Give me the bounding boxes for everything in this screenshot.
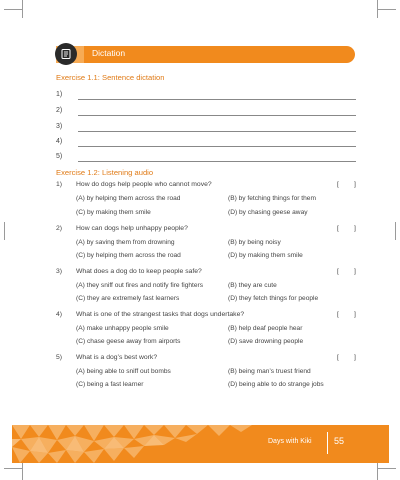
- option-d: (D) by making them smile: [228, 252, 303, 259]
- exercise-1-2-title: Exercise 1.2: Listening audio: [56, 168, 154, 177]
- writing-line: [78, 99, 356, 100]
- question-number: 3): [56, 268, 63, 275]
- answer-bracket[interactable]: [ ]: [337, 225, 356, 232]
- question-number: 2): [56, 225, 63, 232]
- question-number: 5): [56, 354, 63, 361]
- crop-mark: [4, 9, 22, 10]
- answer-bracket[interactable]: [ ]: [337, 354, 356, 361]
- crop-mark: [22, 0, 23, 18]
- page-number: 55: [334, 436, 345, 446]
- crop-mark: [4, 222, 5, 240]
- line-number: 3): [56, 123, 63, 130]
- footer-divider: [327, 432, 328, 454]
- book-title: Days with Kiki: [268, 438, 312, 445]
- crop-mark: [395, 222, 396, 240]
- dictation-line[interactable]: [56, 123, 356, 135]
- option-a: (A) being able to sniff out bombs: [76, 368, 171, 375]
- crop-mark: [377, 0, 378, 18]
- dictation-line[interactable]: [56, 138, 356, 150]
- book-icon: [55, 43, 77, 65]
- question-text: What is one of the strangest tasks that dogs undertake?: [76, 311, 245, 318]
- option-b: (B) they are cute: [228, 282, 277, 289]
- option-d: (D) by chasing geese away: [228, 209, 308, 216]
- crop-mark: [377, 462, 378, 480]
- writing-line: [78, 146, 356, 147]
- option-c: (C) they are extremely fast learners: [76, 295, 180, 302]
- option-b: (B) being man’s truest friend: [228, 368, 311, 375]
- question-number: 4): [56, 311, 63, 318]
- option-b: (B) help deaf people hear: [228, 325, 303, 332]
- option-b: (B) by being noisy: [228, 239, 281, 246]
- option-a: (A) make unhappy people smile: [76, 325, 169, 332]
- dictation-line[interactable]: [56, 107, 356, 119]
- question-text: How can dogs help unhappy people?: [76, 225, 188, 232]
- question-number: 1): [56, 181, 63, 188]
- option-a: (A) by helping them across the road: [76, 195, 181, 202]
- dictation-line[interactable]: [56, 153, 356, 165]
- answer-bracket[interactable]: [ ]: [337, 268, 356, 275]
- line-number: 1): [56, 91, 63, 98]
- question-text: How do dogs help people who cannot move?: [76, 181, 212, 188]
- writing-line: [78, 115, 356, 116]
- option-d: (D) they fetch things for people: [228, 295, 319, 302]
- option-a: (A) by saving them from drowning: [76, 239, 175, 246]
- option-a: (A) they sniff out fires and notify fire fighters: [76, 282, 204, 289]
- option-c: (C) chase geese away from airports: [76, 338, 181, 345]
- section-title: Dictation: [92, 48, 126, 58]
- line-number: 5): [56, 153, 63, 160]
- crop-mark: [22, 462, 23, 480]
- line-number: 2): [56, 107, 63, 114]
- line-number: 4): [56, 138, 63, 145]
- option-c: (C) being a fast learner: [76, 381, 144, 388]
- footer-pattern: [12, 425, 272, 463]
- writing-line: [78, 161, 356, 162]
- crop-mark: [378, 9, 396, 10]
- crop-mark: [378, 468, 396, 469]
- exercise-1-1-title: Exercise 1.1: Sentence dictation: [56, 73, 165, 82]
- writing-line: [78, 131, 356, 132]
- option-c: (C) by making them smile: [76, 209, 151, 216]
- dictation-line[interactable]: [56, 91, 356, 103]
- question-text: What does a dog do to keep people safe?: [76, 268, 202, 275]
- option-b: (B) by fetching things for them: [228, 195, 316, 202]
- crop-mark: [4, 468, 22, 469]
- answer-bracket[interactable]: [ ]: [337, 311, 356, 318]
- answer-bracket[interactable]: [ ]: [337, 181, 356, 188]
- option-d: (D) being able to do strange jobs: [228, 381, 324, 388]
- option-d: (D) save drowning people: [228, 338, 304, 345]
- option-c: (C) by helping them across the road: [76, 252, 181, 259]
- question-text: What is a dog’s best work?: [76, 354, 158, 361]
